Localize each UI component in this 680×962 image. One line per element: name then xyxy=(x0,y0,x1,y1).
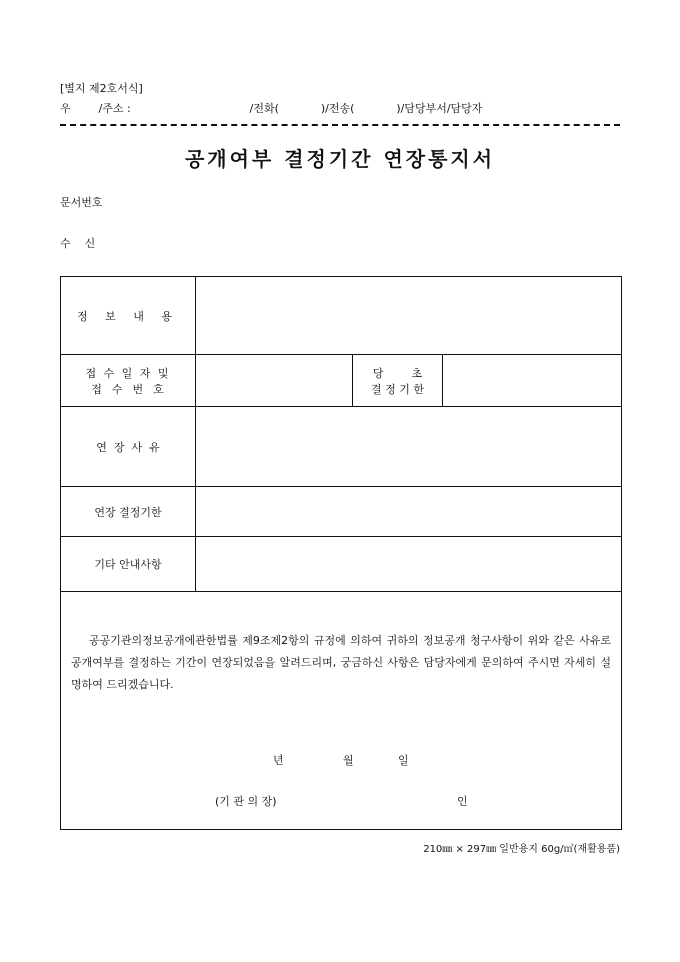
receipt-date-field[interactable] xyxy=(196,355,353,407)
other-info-label: 기타 안내사항 xyxy=(61,537,196,592)
receipt-date-label-line2: 접 수 번 호 xyxy=(91,382,165,396)
form-number: [별지 제2호서식] xyxy=(60,82,143,95)
paper-spec-footer: 210㎜ × 297㎜ 일반용지 60g/㎡(재활용품) xyxy=(423,844,620,855)
original-deadline-field[interactable] xyxy=(443,355,622,407)
page-title: 공개여부 결정기간 연장통지서 xyxy=(184,147,496,171)
doc-number-label: 문서번호 xyxy=(60,196,103,209)
extended-deadline-field[interactable] xyxy=(196,487,622,537)
date-month: 월 xyxy=(343,754,354,767)
other-info-field[interactable] xyxy=(196,537,622,592)
extension-reason-field[interactable] xyxy=(196,407,622,487)
notice-paragraph: 공공기관의정보공개에관한법률 제9조제2항의 규정에 의하여 귀하의 정보공개 청구사항이 위와 같은 사유로 공개여부를 결정하는 기간이 연장되었음을 알려드리며, 궁금하신 사항은 담당자에게 문의하여 주시면 자세히 설명하여 드리겠습니다. xyxy=(71,634,612,691)
notice-body xyxy=(61,592,622,830)
issuer-label: (기 관 의 장) xyxy=(215,795,277,808)
date-year: 년 xyxy=(273,754,284,767)
header-divider xyxy=(60,124,620,126)
receipt-date-label-line1: 접 수 일 자 및 xyxy=(85,366,171,380)
info-content-label: 정 보 내 용 xyxy=(61,277,196,355)
seal-label: 인 xyxy=(457,795,468,808)
original-deadline-label xyxy=(353,355,443,407)
date-day: 일 xyxy=(398,754,409,767)
original-deadline-label-line1: 당 초 xyxy=(372,366,423,380)
receipt-date-label xyxy=(61,355,196,407)
original-deadline-label-line2: 결 정 기 한 xyxy=(371,382,424,396)
recipient-label: 수 신 xyxy=(60,237,96,250)
extension-reason-label: 연 장 사 유 xyxy=(61,407,196,487)
notice-form-table xyxy=(60,276,622,830)
extended-deadline-label: 연장 결정기한 xyxy=(61,487,196,537)
header-address-line: 우 /주소 : /전화( )/전송( )/담당부서/담당자 xyxy=(60,102,483,115)
info-content-field[interactable] xyxy=(196,277,622,355)
